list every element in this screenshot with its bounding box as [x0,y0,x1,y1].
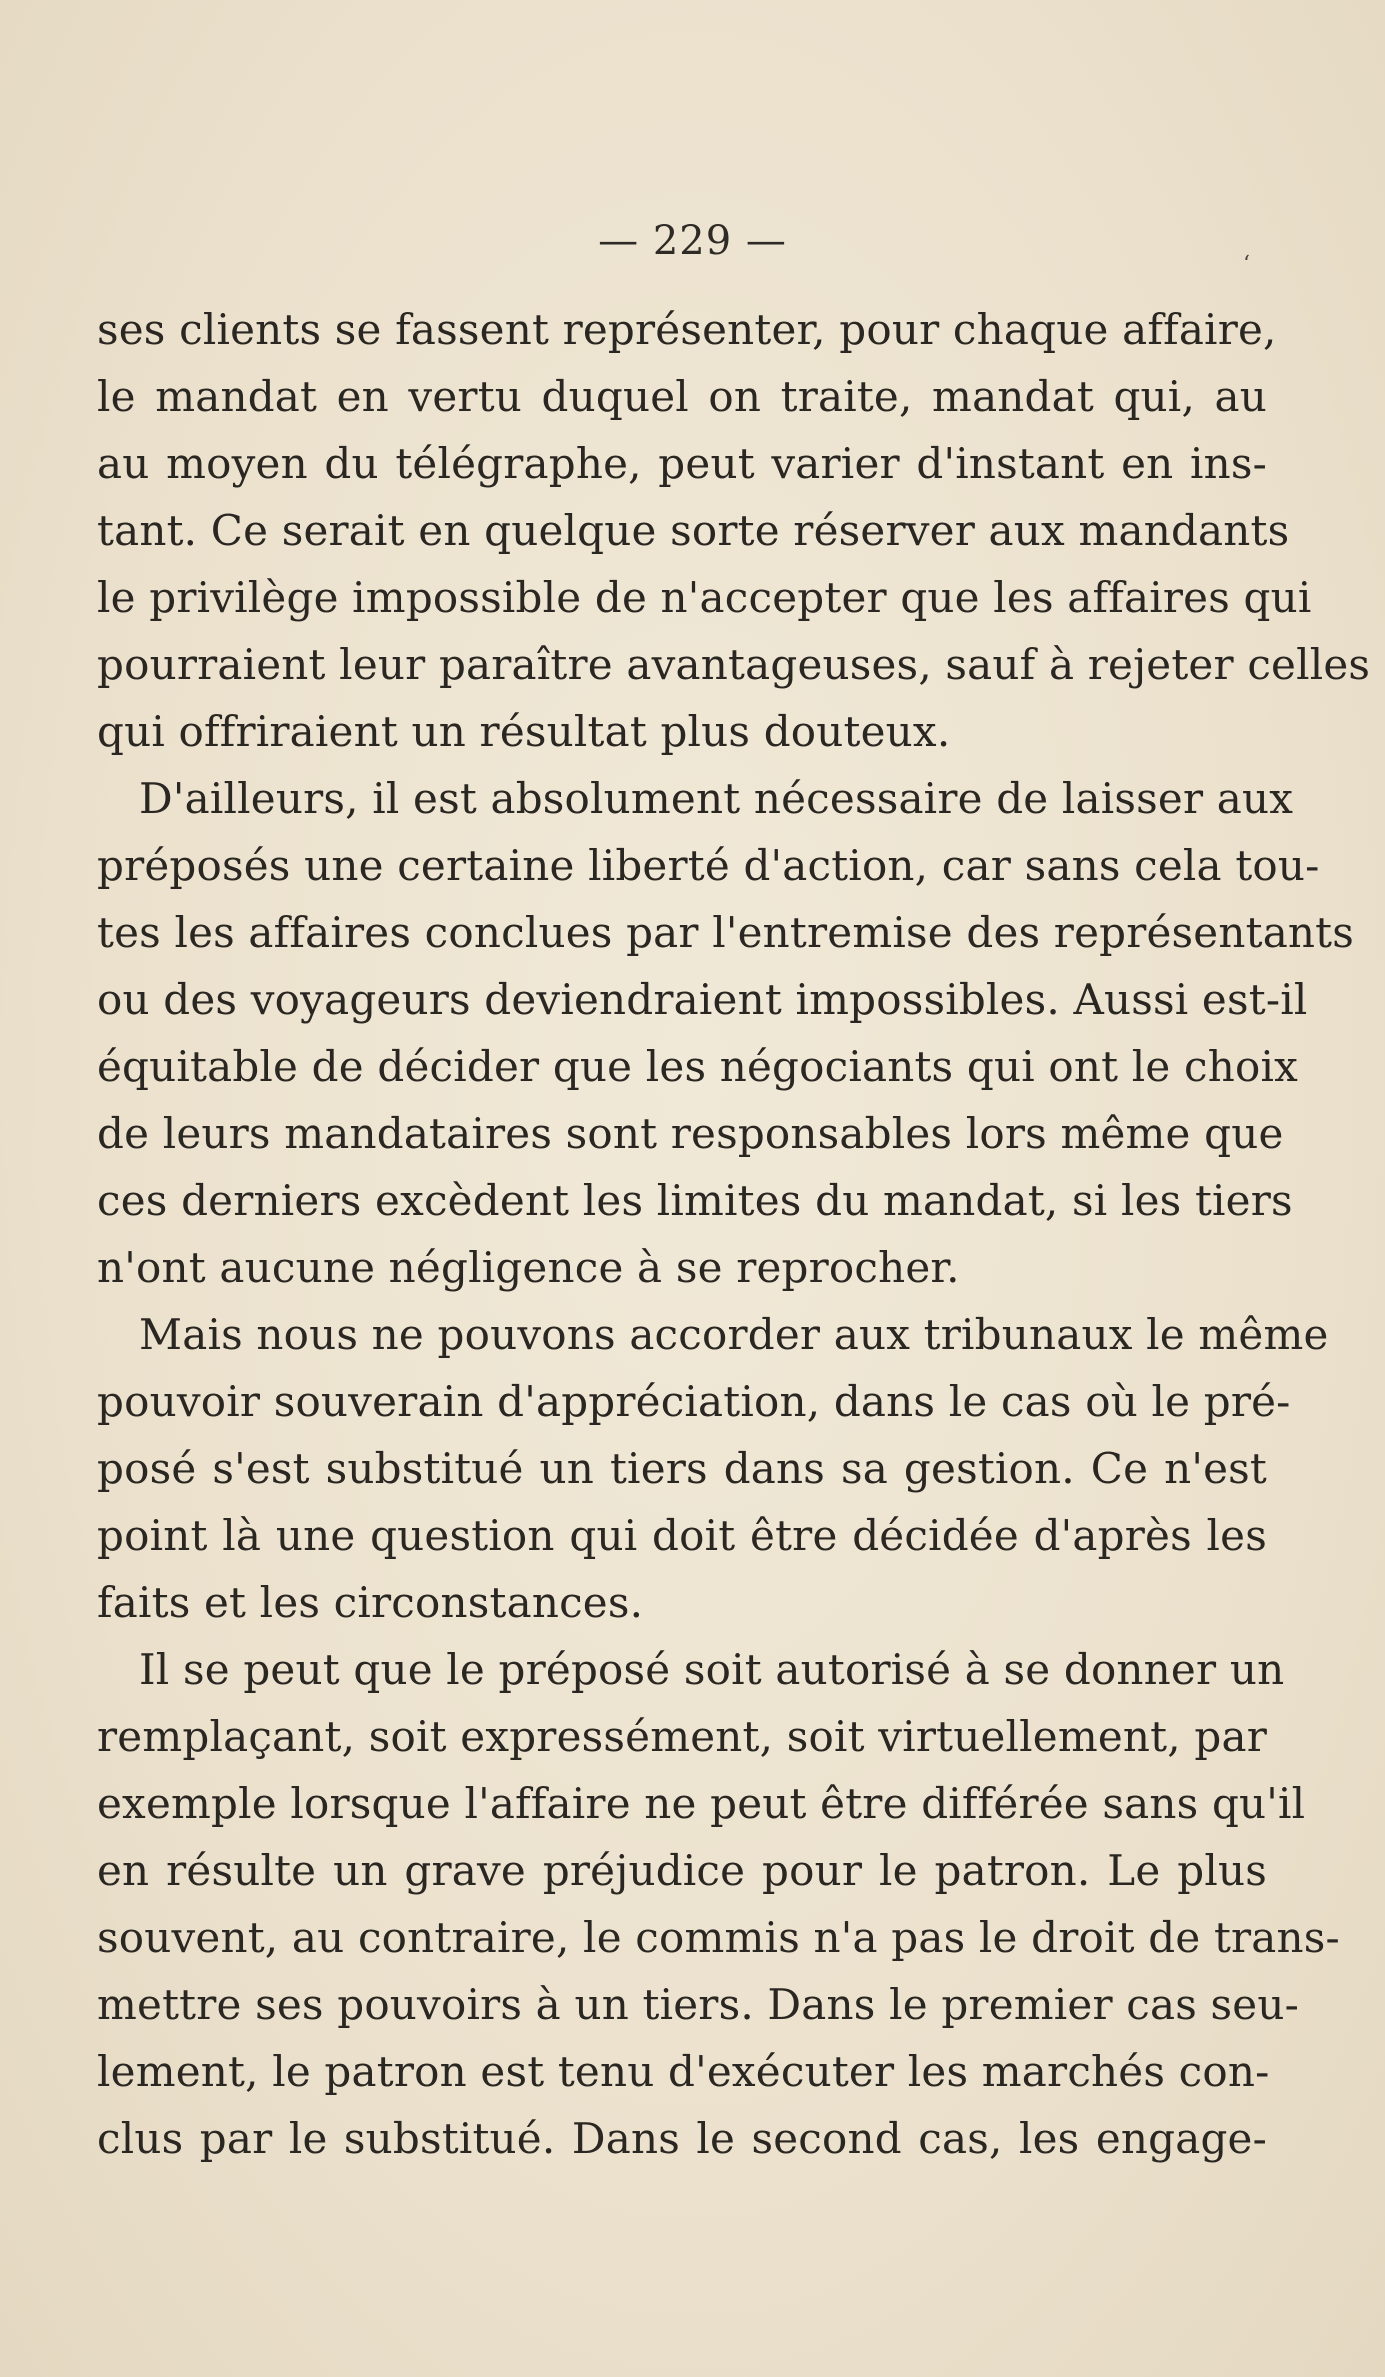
text-line: lement, le patron est tenu d'exécuter les marchés con- [97,2047,1270,2096]
text-line: Mais nous ne pouvons accorder aux tribunaux le même [139,1310,1329,1359]
text-line: souvent, au contraire, le commis n'a pas le droit de trans- [97,1913,1340,1962]
stray-mark: ʻ [1243,252,1250,277]
text-line: pouvoir souverain d'appréciation, dans le cas où le pré- [97,1377,1291,1426]
text-line: mettre ses pouvoirs à un tiers. Dans le premier cas seu- [97,1980,1300,2029]
text-line: remplaçant, soit expressément, soit virtuellement, par [97,1712,1267,1761]
text-line: préposés une certaine liberté d'action, car sans cela tou- [97,841,1320,890]
text-line: tant. Ce serait en quelque sorte réserver aux mandants [97,506,1290,555]
text-line: n'ont aucune négligence à se reprocher. [97,1243,960,1292]
text-line: de leurs mandataires sont responsables lors même que [97,1109,1284,1158]
text-line: tes les affaires conclues par l'entremise des représentants [97,908,1355,957]
text-line: posé s'est substitué un tiers dans sa gestion. Ce n'est [97,1444,1267,1493]
text-line: le mandat en vertu duquel on traite, mandat qui, au [97,372,1267,421]
text-line: en résulte un grave préjudice pour le patron. Le plus [97,1846,1267,1895]
text-line: pourraient leur paraître avantageuses, sauf à rejeter celles [97,640,1371,689]
text-line: faits et les circonstances. [97,1578,644,1627]
page-number: — 229 — [598,218,787,264]
text-line: équitable de décider que les négociants qui ont le choix [97,1042,1298,1091]
text-line: ces derniers excèdent les limites du mandat, si les tiers [97,1176,1293,1225]
text-line: exemple lorsque l'affaire ne peut être différée sans qu'il [97,1779,1306,1828]
text-line: D'ailleurs, il est absolument nécessaire de laisser aux [139,774,1294,823]
body-text [97,296,1371,2172]
text-line: qui offriraient un résultat plus douteux. [97,707,951,756]
text-line: ou des voyageurs deviendraient impossibles. Aussi est-il [97,975,1308,1024]
text-line: point là une question qui doit être décidée d'après les [97,1511,1267,1560]
text-line: clus par le substitué. Dans le second cas, les engage- [97,2114,1267,2163]
text-line: Il se peut que le préposé soit autorisé à se donner un [139,1645,1285,1694]
text-line: au moyen du télégraphe, peut varier d'instant en ins- [97,439,1267,488]
text-line: le privilège impossible de n'accepter que les affaires qui [97,573,1312,622]
text-line: ses clients se fassent représenter, pour chaque affaire, [97,305,1277,354]
